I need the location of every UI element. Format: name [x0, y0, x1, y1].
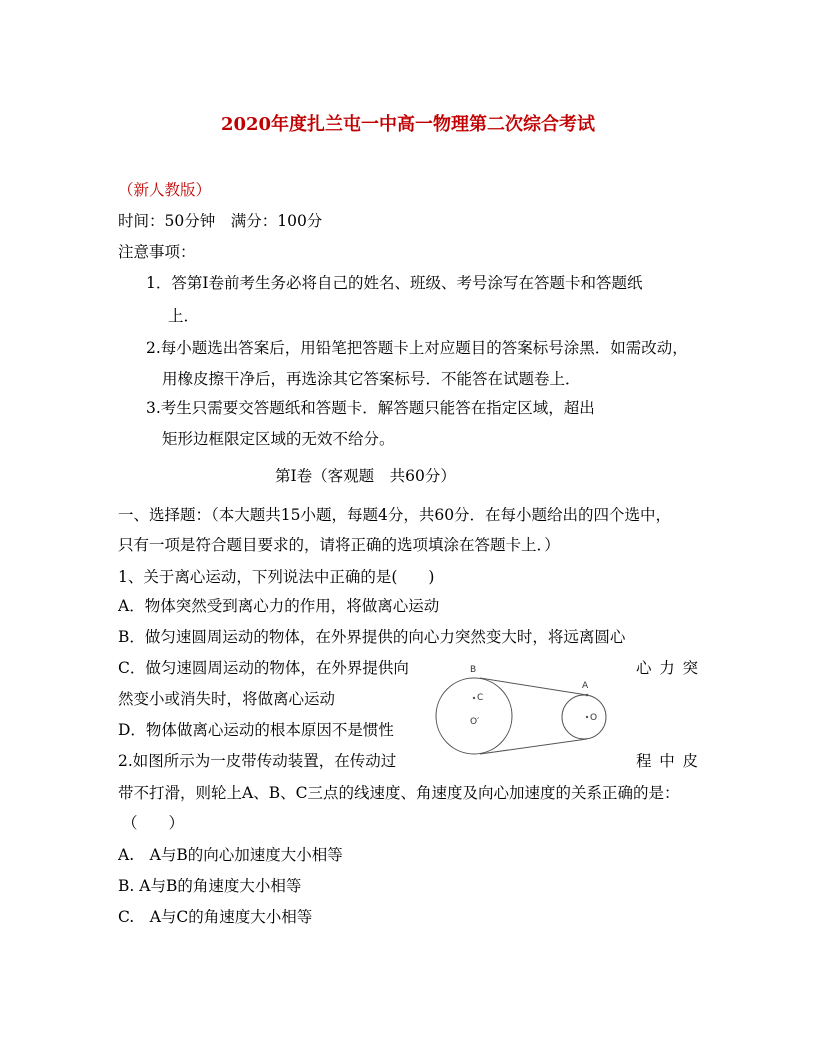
exam-title: 2020年度扎兰屯一中高一物理第二次综合考试	[220, 114, 596, 135]
question-2-stem-char: 皮	[682, 752, 698, 770]
question-2-stem-char: 中	[659, 752, 675, 770]
question-1-option-c-char: 突	[682, 659, 698, 677]
belt-drive-diagram	[434, 660, 616, 756]
question-2-answer-paren: （ ）	[122, 814, 185, 832]
question-2-stem: 2.如图所示为一皮带传动装置，在传动过	[118, 752, 397, 770]
section-instructions-cont: 只有一项是符合题目要求的，请将正确的选项填涂在答题卡上．）	[118, 536, 560, 554]
belt-drive-figure	[434, 660, 616, 756]
note-item-3: 3.考生只需要交答题纸和答题卡．解答题只能答在指定区域，超出	[146, 399, 595, 417]
label-a: A	[582, 681, 589, 691]
label-o-prime: O′	[470, 717, 480, 727]
question-2-option-a: A. A与B的向心加速度大小相等	[118, 846, 343, 864]
question-2-stem-right	[636, 751, 698, 771]
question-1-option-b: B．做匀速圆周运动的物体，在外界提供的向心力突然变大时，将远离圆心	[118, 628, 626, 646]
small-wheel	[562, 695, 606, 739]
question-2-stem-cont: 带不打滑，则轮上A、B、C三点的线速度、角速度及向心加速度的关系正确的是：	[118, 784, 680, 802]
question-1-option-c-char: 力	[659, 659, 675, 677]
question-1-option-c-cont: 然变小或消失时，将做离心运动	[118, 690, 336, 708]
time-info: 时间：50分钟 满分：100分	[118, 212, 323, 230]
question-2-option-c: C. A与C的角速度大小相等	[118, 908, 313, 926]
question-1-option-a: A．物体突然受到离心力的作用，将做离心运动	[118, 597, 440, 615]
question-2-option-b: B. A与B的角速度大小相等	[118, 877, 302, 895]
question-1-option-d: D．物体做离心运动的根本原因不是惯性	[118, 721, 394, 739]
note-item-3-cont: 矩形边框限定区域的无效不给分。	[162, 430, 395, 448]
question-1-stem: 1、关于离心运动，下列说法中正确的是( )	[118, 568, 435, 586]
large-wheel	[436, 678, 512, 754]
note-item-2-cont: 用橡皮擦干净后，再选涂其它答案标号．不能答在试题卷上．	[162, 370, 581, 388]
section-instructions: 一、选择题：（本大题共15小题，每题4分，共60分．在每小题给出的四个选中，	[118, 506, 672, 524]
label-o: O	[590, 713, 598, 723]
label-b: B	[470, 665, 477, 675]
note-item-2: 2.每小题选出答案后，用铅笔把答题卡上对应题目的答案标号涂黑．如需改动，	[146, 339, 688, 357]
question-2-stem-char: 程	[636, 752, 652, 770]
label-c: C	[477, 693, 484, 703]
point-c-dot	[473, 697, 475, 699]
center-o-dot	[586, 716, 588, 718]
point-a-dot	[586, 694, 589, 697]
edition-label: （新人教版）	[118, 181, 212, 199]
section-heading: 第Ⅰ卷（客观题 共60分）	[275, 467, 456, 485]
notes-heading: 注意事项：	[118, 243, 196, 261]
note-item-1: 1．答第Ⅰ卷前考生务必将自己的姓名、班级、考号涂写在答题卡和答题纸	[146, 274, 643, 292]
note-item-1-cont: 上．	[168, 307, 200, 325]
question-1-option-c: C．做匀速圆周运动的物体，在外界提供向	[118, 659, 409, 677]
question-1-option-c-char: 心	[636, 659, 652, 677]
question-1-option-c-right	[636, 658, 698, 678]
belt-upper	[480, 678, 587, 695]
